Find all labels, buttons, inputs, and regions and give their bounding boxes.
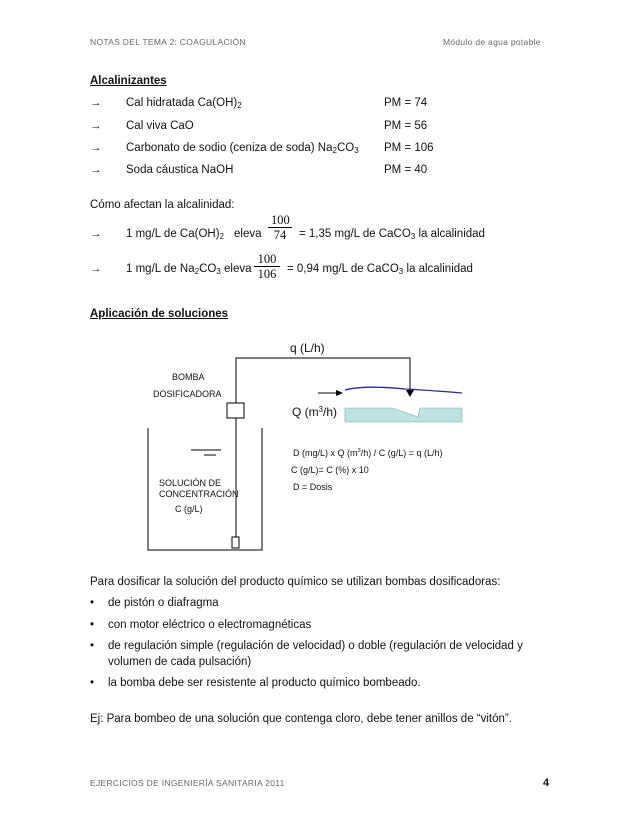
bullet-icon: • (90, 597, 95, 609)
bullet-icon: • (90, 640, 95, 652)
header-left: NOTAS DEL TEMA 2: COAGULACIÓN (90, 37, 246, 47)
alcalinizante-name: Cal hidratada $Ca(OH)_2$ (126, 97, 242, 110)
footer-left: EJERCICIOS DE INGENIERÍA SANITARIA 2011 (90, 778, 285, 788)
afectan-row1-result: = 1,35 mg/L de CaCO$_3$ la alcalinidad (299, 228, 485, 241)
bombas-intro: Para dosificar la solución del producto químico se utilizan bombas dosificadoras: (90, 576, 501, 588)
flow-arrowhead (336, 390, 343, 396)
formula-dosis: D = Dosis (293, 482, 333, 492)
tank-label-line3: C (g/L) (175, 504, 203, 514)
afectan-intro: Cómo afectan la alcalinidad: (90, 199, 235, 211)
bullet-icon: • (90, 677, 95, 689)
afectan-row2-result: = 0,94 mg/L de CaCO$_3$ la alcalinidad (287, 263, 473, 276)
Q-label: Q $(m^3/h)$ (292, 405, 338, 419)
pipe-arrowhead (406, 390, 414, 397)
list-item: con motor eléctrico o electromagnéticas (108, 619, 312, 631)
arrow-icon: → (90, 164, 102, 176)
pump-label-line1: BOMBA (172, 372, 205, 382)
list-item: la bomba debe ser resistente al producto químico bombeado. (108, 677, 421, 689)
foot-valve (232, 537, 239, 548)
pump-box (227, 403, 244, 418)
fraction-100-74: 100 74 (268, 214, 292, 242)
alcalinizante-pm: PM = 40 (384, 164, 428, 176)
header-right: Módulo de agua potable (443, 37, 541, 47)
water-surface (345, 387, 462, 393)
list-item: de pistón o diafragma (108, 597, 219, 609)
formula-dose: D (mg/L) x Q $(m^3/h)$ / C (g/L) = q (L/h) (293, 448, 443, 458)
arrow-icon: → (90, 142, 102, 154)
q-label: q (L/h) (290, 341, 325, 355)
formula-concentration: C (g/L)= C (%) x 10 (291, 465, 369, 475)
alcalinizante-name: Carbonato de sodio (ceniza de soda) $Na_2CO_3$ (126, 142, 359, 155)
bullet-icon: • (90, 619, 95, 631)
example-text: Ej: Para bombeo de una solución que contenga cloro, debe tener anillos de “vitón”. (90, 713, 512, 725)
tank-label-line1: SOLUCIÓN DE (159, 478, 222, 488)
alcalinizante-name: Cal viva CaO (126, 120, 194, 132)
alcalinizante-pm: PM = 56 (384, 120, 428, 132)
arrow-icon: → (90, 263, 102, 275)
fraction-100-106: 100 106 (254, 253, 280, 281)
alcalinizante-name: Soda cáustica NaOH (126, 164, 234, 176)
arrow-icon: → (90, 228, 102, 240)
tank-label-line2: CONCENTRACIÓN (159, 489, 239, 499)
channel-bed (345, 408, 462, 422)
pump-label-line2: DOSIFICADORA (153, 389, 222, 399)
afectan-row2-text: 1 mg/L de $Na_2CO_3$ eleva (126, 263, 252, 276)
page-number: 4 (543, 777, 550, 789)
list-item-continuation: volumen de cada pulsación) (108, 656, 252, 668)
afectan-row1-text: 1 mg/L de $Ca(OH)_2$ (126, 228, 225, 241)
dosing-pipe (236, 358, 410, 403)
alcalinizante-pm: PM = 106 (384, 142, 434, 154)
section-aplicacion-title: Aplicación de soluciones (90, 308, 229, 320)
alcalinizante-pm: PM = 74 (384, 97, 428, 109)
arrow-icon: → (90, 97, 102, 109)
list-item: de regulación simple (regulación de velocidad) o doble (regulación de velocidad y (108, 640, 523, 652)
arrow-icon: → (90, 120, 102, 132)
section-alcalinizantes-title: Alcalinizantes (90, 75, 167, 87)
afectan-row1-eleva: eleva (234, 228, 262, 240)
